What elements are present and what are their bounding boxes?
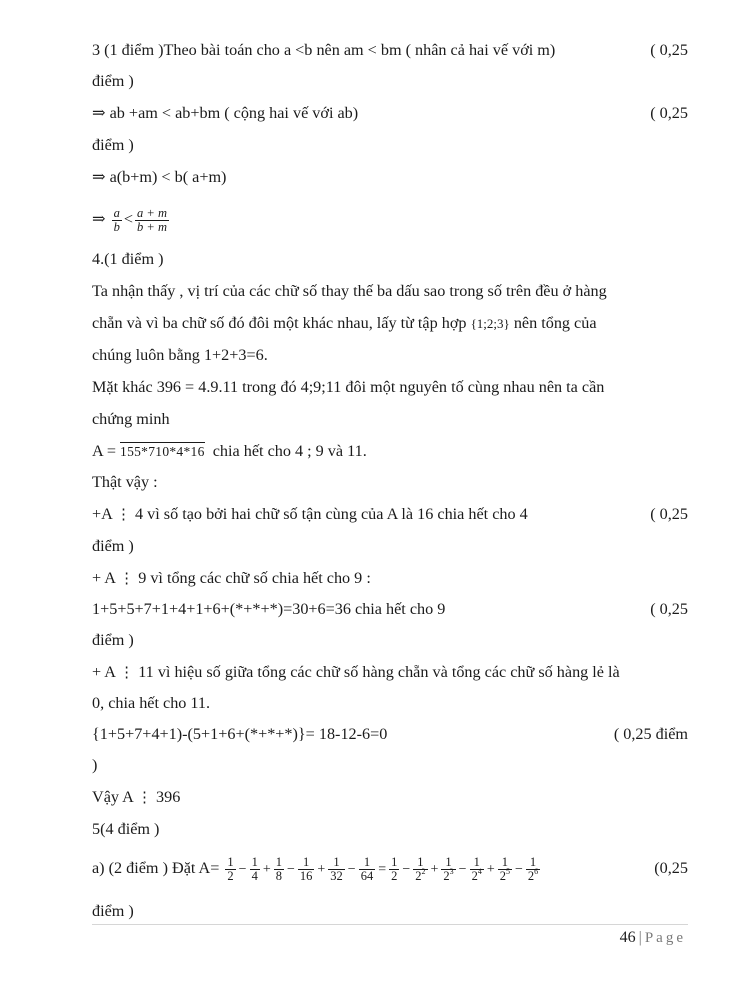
fraction-power: $\frac{1}{2^4}$ xyxy=(471,854,482,883)
q4-alternating-sum: {1+5+7+4+1)-(5+1+6+(*+*+*)}= 18-12-6=0 ( 0,25 điểm xyxy=(92,720,688,748)
q4-check-div-9-diem: điểm ) xyxy=(92,631,134,649)
divides-symbol: ⋮ xyxy=(119,665,135,681)
q4-para2-line2: chứng minh xyxy=(92,410,170,428)
q3-line-2: điểm ) xyxy=(92,72,134,90)
q4-check-div-9: + A ⋮ 9 vì tổng các chữ số chia hết cho 9 : xyxy=(92,569,371,587)
page-label: Page xyxy=(644,930,686,946)
fraction-power: $\frac{1}{2^2}$ xyxy=(415,854,426,883)
fraction-am-over-bm: $\frac{a + m}{b + m}$ xyxy=(137,205,167,234)
q5-title: 5(4 điểm ) xyxy=(92,820,160,838)
q4-para1-line3: chúng luôn bằng 1+2+3=6. xyxy=(92,346,268,364)
fraction: $\frac{1}{2}$ xyxy=(391,854,398,883)
fraction: $\frac{1}{2}$ xyxy=(227,854,234,883)
fraction-a-over-b: $\frac{a}{b}$ xyxy=(113,205,120,234)
fraction-power: $\frac{1}{2^3}$ xyxy=(443,854,454,883)
q4-para2-line1: Mặt khác 396 = 4.9.11 trong đó 4;9;11 đôi một nguyên tố cùng nhau nên ta cần xyxy=(92,378,605,396)
q4-check-div-4: +A ⋮ 4 vì số tạo bởi hai chữ số tận cùng của A là 16 chia hết cho 4 ( 0,25 xyxy=(92,500,688,528)
score-note: (0,25 xyxy=(654,859,688,877)
footer-separator: | xyxy=(638,929,642,946)
q4-title: 4.(1 điểm ) xyxy=(92,250,164,268)
page-footer xyxy=(620,926,686,950)
set-notation: {1;2;3} xyxy=(470,316,510,331)
divides-symbol: ⋮ xyxy=(136,790,152,806)
score-note: ( 0,25 xyxy=(650,41,688,59)
fraction: $\frac{1}{64}$ xyxy=(360,854,374,883)
q3-line-1: 3 (1 điểm )Theo bài toán cho a <b nên am < bm ( nhân cả hai vế với m) ( 0,25 xyxy=(92,36,688,64)
q4-that-vay: Thật vậy : xyxy=(92,473,158,491)
q4-alternating-sum-close: ) xyxy=(92,756,98,774)
page-number: 46 xyxy=(619,929,636,946)
q5-part-a-diem: điểm ) xyxy=(92,902,134,920)
q4-check-div-11: + A ⋮ 11 vì hiệu số giữa tổng các chữ số hàng chẵn và tổng các chữ số hàng lẻ là xyxy=(92,663,620,681)
fraction: $\frac{1}{32}$ xyxy=(330,854,343,883)
q3-line-6-fraction: ⇒ $\frac{a}{b}$ < $\frac{a + m}{b + m}$ xyxy=(92,205,167,234)
divides-symbol: ⋮ xyxy=(115,507,131,523)
q5-part-a-formula: a) (2 điểm ) Đặt A= $\frac{1}{2}$ − $\frac{1}{4}$ + $\frac{1}{8}$ − $\frac{1}{16}$ + $\frac{1}{32}$ − $\frac{1}{64}$ = $\frac{1}{2}$ − $\frac{1}{2^2}$ + $\frac{1}{2^3}$ − $\frac{1}{2^4}$ + $\frac{1}{2^5}$ − $\frac{1}{2^6}$ (0,25 xyxy=(92,848,688,888)
q4-para1-line2: chẵn và vì ba chữ số đó đôi một khác nhau, lấy từ tập hợp {1;2;3} nên tổng của xyxy=(92,314,597,332)
overlined-number: 155*710*4*16 xyxy=(120,444,205,459)
score-note: ( 0,25 điểm xyxy=(613,725,688,743)
q4-para1-line1: Ta nhận thấy , vị trí của các chữ số thay thế ba dấu sao trong số trên đều ở hàng xyxy=(92,282,607,300)
fraction: $\frac{1}{4}$ xyxy=(251,854,258,883)
score-note: ( 0,25 xyxy=(650,600,688,618)
q4-digit-sum: 1+5+5+7+1+4+1+6+(*+*+*)=30+6=36 chia hết cho 9 ( 0,25 xyxy=(92,595,688,623)
q4-check-div-4-diem: điểm ) xyxy=(92,537,134,555)
q4-check-div-11-line2: 0, chia hết cho 11. xyxy=(92,694,211,712)
q3-line-5: ⇒ a(b+m) < b( a+m) xyxy=(92,168,227,186)
fraction-power: $\frac{1}{2^5}$ xyxy=(499,854,510,883)
fraction-power: $\frac{1}{2^6}$ xyxy=(527,854,539,883)
score-note: ( 0,25 xyxy=(650,104,688,122)
q4-conclusion: Vậy A ⋮ 396 xyxy=(92,788,181,806)
fraction: $\frac{1}{16}$ xyxy=(299,854,313,883)
score-note: ( 0,25 xyxy=(650,505,688,523)
q4-number-definition: A = 155*710*4*16 chia hết cho 4 ; 9 và 11. xyxy=(92,442,367,460)
footer-divider xyxy=(92,924,688,925)
fraction: $\frac{1}{8}$ xyxy=(275,854,282,883)
q3-line-3: ⇒ ab +am < ab+bm ( cộng hai vế với ab) ( 0,25 xyxy=(92,99,688,127)
divides-symbol: ⋮ xyxy=(119,571,135,587)
q3-line-4: điểm ) xyxy=(92,136,134,154)
